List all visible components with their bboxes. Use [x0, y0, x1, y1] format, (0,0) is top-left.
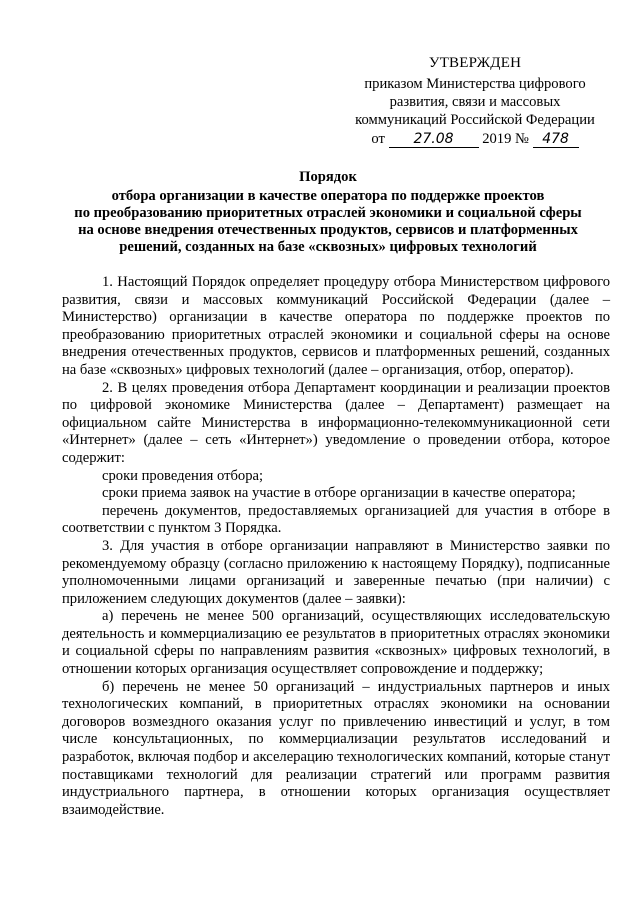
handwritten-number: 478 [533, 132, 579, 148]
approval-line: коммуникаций Российской Федерации [355, 112, 595, 128]
order-year: 2019 № [482, 131, 529, 147]
approval-heading: УТВЕРЖДЕН [428, 55, 522, 71]
approval-block [340, 54, 610, 148]
paragraph: б) перечень не менее 50 организаций – индустриальных партнеров и иных технологических компаний, в приоритетных отраслях экономики на основании договоров возмездного оказания услуг по привлечению инвестиций и услуг, в том числе консультационных, по коммерциализации результатов исследований и разработок, включая подбор и акселерацию технологических компаний, которые станут поставщиками технологий для реализации стратегий или программ развития индустриального партнера, в отношении которых организация осуществляет взаимодействие. [62, 678, 610, 818]
title-line: по преобразованию приоритетных отраслей экономики и социальной сферы [74, 205, 582, 221]
list-item: сроки проведения отбора; [102, 467, 264, 484]
date-prefix: от [371, 131, 385, 147]
paragraph: 3. Для участия в отборе организации направляют в Министерство заявки по рекомендуемому образцу (согласно приложению к настоящему Порядку), подписанные уполномоченными лицами организаций и заверенные печатью (при наличии) с приложением следующих документов (далее – заявки): [62, 537, 610, 607]
paragraph: 2. В целях проведения отбора Департамент координации и реализации проектов по цифровой экономике Министерства (далее – Департамент) размещает на официальном сайте Министерства в информационно-телекоммуникационной сети «Интернет» (далее – сеть «Интернет») уведомление о проведении отбора, которое содержит: [62, 379, 610, 466]
paragraph: 1. Настоящий Порядок определяет процедуру отбора Министерством цифрового развития, связи и массовых коммуникаций Российской Федерации (далее – Министерство) организации в качестве оператора по поддержке проектов по преобразованию приоритетных отраслей экономики и социальной сферы на основе внедрения отечественных продуктов, сервисов и платформенных решений, созданных на базе «сквозных» цифровых технологий (далее – организация, отбор, оператор). [62, 274, 610, 378]
approval-date-line [340, 130, 610, 148]
handwritten-date: 27.08 [389, 132, 479, 148]
title-heading: Порядок [299, 169, 357, 185]
document-body [62, 274, 610, 819]
approval-line: приказом Министерства цифрового [364, 76, 586, 92]
list-item: сроки приема заявок на участие в отборе организации в качестве оператора; [102, 485, 576, 502]
title-line: отбора организации в качестве оператора по поддержке проектов [111, 188, 545, 204]
document-title [58, 169, 598, 256]
approval-line: развития, связи и массовых [389, 94, 561, 110]
title-line: на основе внедрения отечественных продуктов, сервисов и платформенных [78, 222, 578, 238]
list-item: перечень документов, предоставляемых организацией для участия в отборе в соответствии с пунктом 3 Порядка. [62, 502, 610, 537]
title-line: решений, созданных на базе «сквозных» цифровых технологий [119, 239, 537, 255]
paragraph: а) перечень не менее 500 организаций, осуществляющих исследовательскую деятельность и коммерциализацию ее результатов в приоритетных отраслях экономики и социальной сферы по направлениям развития «сквозных» цифровых технологий, в отношении которых организация осуществляет сопровождение и поддержку; [62, 608, 610, 678]
